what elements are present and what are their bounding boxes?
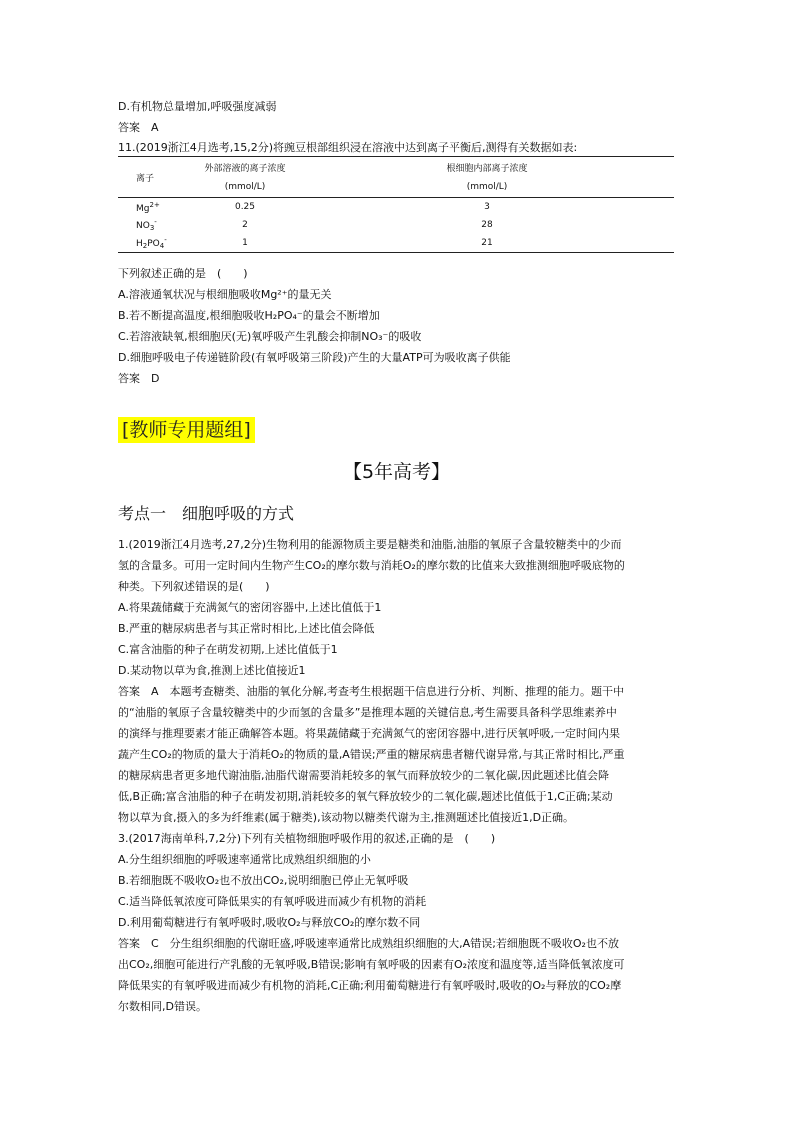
q1-option-d: D.某动物以草为食,推测上述比值接近1 — [118, 664, 306, 677]
col-header-outside: 外部溶液的离子浓度 — [204, 163, 286, 174]
col-header-ion: 离子 — [136, 173, 155, 184]
q11-option-c: C.若溶液缺氧,根细胞厌(无)氧呼吸产生乳酸会抑制NO₃⁻的吸收 — [118, 330, 422, 343]
q3-option-c: C.适当降低氧浓度可降低果实的有氧呼吸进而减少有机物的消耗 — [118, 895, 427, 908]
q1-stem-line: 氢的含量多。可用一定时间内生物产生CO₂的摩尔数与消耗O₂的摩尔数的比值来大致推测细胞呼吸底物的 — [118, 559, 625, 572]
ion-concentration-table — [118, 156, 674, 253]
inside-value: 21 — [481, 238, 493, 248]
q3-answer-line: 答案 C 分生组织细胞的代谢旺盛,呼吸速率通常比成熟组织细胞的大,A错误;若细胞既不吸收O₂也不放 — [118, 937, 619, 950]
outside-value: 2 — [242, 220, 248, 230]
inside-value: 28 — [481, 220, 493, 230]
q3-stem: 3.(2017海南单科,7,2分)下列有关植物细胞呼吸作用的叙述,正确的是 ( ) — [118, 832, 496, 845]
col-unit-outside: (mmol/L) — [224, 182, 266, 192]
q11-option-b: B.若不断提高温度,根细胞吸收H₂PO₄⁻的量会不断增加 — [118, 309, 380, 322]
q11-stem: 11.(2019浙江4月选考,15,2分)将豌豆根部组织浸在溶液中达到离子平衡后,测得有关数据如表: — [118, 141, 578, 154]
q1-stem-line: 1.(2019浙江4月选考,27,2分)生物利用的能源物质主要是糖类和油脂,油脂的氧原子含量较糖类中的少而 — [118, 538, 622, 551]
table-header-row — [118, 157, 674, 178]
section-title: 考点一 细胞呼吸的方式 — [118, 504, 295, 523]
q11-option-d: D.细胞呼吸电子传递链阶段(有氧呼吸第三阶段)产生的大量ATP可为吸收离子供能 — [118, 351, 511, 364]
ion-cell: $Mg^{2+}$ — [136, 200, 160, 214]
outside-value: 0.25 — [234, 202, 256, 212]
col-unit-inside: (mmol/L) — [466, 182, 508, 192]
table-row — [118, 216, 674, 234]
q1-option-b: B.严重的糖尿病患者与其正常时相比,上述比值会降低 — [118, 622, 375, 635]
q1-answer-line: 答案 A 本题考查糖类、油脂的氧化分解,考查考生根据题干信息进行分析、判断、推理的能力。题干中 — [118, 685, 625, 698]
prev-option-d: D.有机物总量增加,呼吸强度减弱 — [118, 100, 277, 113]
ion-cell: $H_2PO_4^-$ — [136, 236, 167, 250]
q3-answer-line: 尔数相同,D错误。 — [118, 1000, 207, 1013]
q3-option-d: D.利用葡萄糖进行有氧呼吸时,吸收O₂与释放CO₂的摩尔数不同 — [118, 916, 421, 929]
q3-option-a: A.分生组织细胞的呼吸速率通常比成熟组织细胞的小 — [118, 853, 371, 866]
q1-answer-line: 的“油脂的氧原子含量较糖类中的少而氢的含量多”是推理本题的关键信息,考生需要具备科学思维素养中 — [118, 706, 617, 719]
q1-stem-line: 种类。下列叙述错误的是( ) — [118, 580, 270, 593]
prev-answer: 答案 A — [118, 121, 159, 134]
inside-value: 3 — [484, 202, 490, 212]
col-header-inside: 根细胞内部离子浓度 — [446, 163, 528, 174]
q3-option-b: B.若细胞既不吸收O₂也不放出CO₂,说明细胞已停止无氧呼吸 — [118, 874, 409, 887]
outside-value: 1 — [242, 238, 248, 248]
teacher-group-header: [教师专用题组] — [118, 417, 255, 443]
q11-answer: 答案 D — [118, 372, 160, 385]
q1-option-c: C.富含油脂的种子在萌发初期,上述比值低于1 — [118, 643, 338, 656]
table-row — [118, 234, 674, 253]
ion-cell: $NO_3^-$ — [136, 218, 157, 232]
q1-answer-line: 的糖尿病患者更多地代谢油脂,油脂代谢需要消耗较多的氧气而释放较少的二氧化碳,因此题述比值会降 — [118, 769, 609, 782]
q3-answer-line: 降低果实的有氧呼吸进而减少有机物的消耗,C正确;利用葡萄糖进行有氧呼吸时,吸收的O₂与释放的CO₂摩 — [118, 979, 622, 992]
q1-answer-line: 低,B正确;富含油脂的种子在萌发初期,消耗较多的氧气释放较少的二氧化碳,题述比值低于1,C正确;某动 — [118, 790, 613, 803]
q1-answer-line: 蔬产生CO₂的物质的量大于消耗O₂的物质的量,A错误;严重的糖尿病患者糖代谢异常,与其正常时相比,严重 — [118, 748, 625, 761]
table-row — [118, 198, 674, 217]
q11-prompt: 下列叙述正确的是 ( ) — [118, 267, 248, 280]
q3-answer-line: 出CO₂,细胞可能进行产乳酸的无氧呼吸,B错误;影响有氧呼吸的因素有O₂浓度和温度等,适当降低氧浓度可 — [118, 958, 625, 971]
q1-answer-line: 物以草为食,摄入的多为纤维素(属于糖类),该动物以糖类代谢为主,推测题述比值接近1,D正确。 — [118, 811, 575, 824]
q1-option-a: A.将果蔬储藏于充满氮气的密闭容器中,上述比值低于1 — [118, 601, 382, 614]
q11-option-a: A.溶液通氧状况与根细胞吸收Mg²⁺的量无关 — [118, 288, 332, 301]
table-header-unit-row — [118, 177, 674, 198]
five-year-title: 【5年高考】 — [342, 461, 451, 483]
q1-answer-line: 的演绎与推理要素才能正确解答本题。将果蔬储藏于充满氮气的密闭容器中,进行厌氧呼吸,一定时间内果 — [118, 727, 620, 740]
